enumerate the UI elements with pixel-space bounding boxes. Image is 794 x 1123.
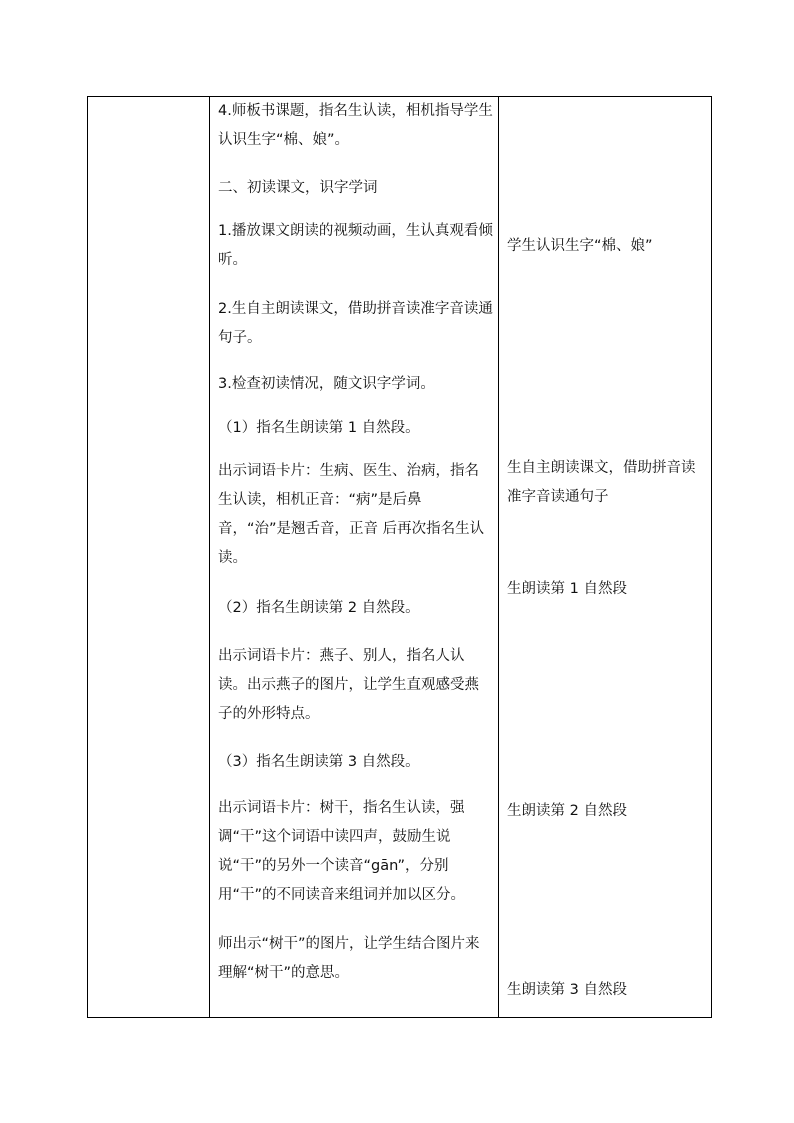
substep-1-paragraph-1: （1）指名生朗读第 1 自然段。 [218,420,420,436]
word-card-1: 出示词语卡片：生病、医生、治病，指名生认读，相机正音：“病”是后鼻音，“治”是翘舌音，正音 后再次指名生认读。 [218,463,485,566]
lesson-table [87,96,712,1018]
step-4-board-title: 4.师板书课题，指名生认读，相机指导学生认识生字“棉、娘”。 [218,103,493,148]
substep-2-paragraph-2: （2）指名生朗读第 2 自然段。 [218,600,420,616]
word-card-3: 出示词语卡片：树干，指名生认读，强调“干”这个词语中读四声，鼓励生说说“干”的另外一个读音“gān”，分别用“干”的不同读音来组词并加以区分。 [218,800,466,903]
student-activity-cell [507,97,707,1017]
student-note-2: 生自主朗读课文，借助拼音读准字音读通句子 [507,460,696,505]
section-2-heading: 二、初读课文，识字学词 [218,180,378,196]
student-note-3: 生朗读第 1 自然段 [507,581,627,597]
substep-3-paragraph-3: （3）指名生朗读第 3 自然段。 [218,754,420,770]
student-note-1: 学生认识生字“棉、娘” [507,238,653,254]
tree-trunk-picture-step: 师出示“树干”的图片，让学生结合图片来理解“树干”的意思。 [218,936,480,981]
student-note-5: 生朗读第 3 自然段 [507,982,627,998]
column-divider-2 [498,97,499,1017]
step-2-self-read: 2.生自主朗读课文，借助拼音读准字音读通句子。 [218,301,493,346]
step-1-play-video: 1.播放课文朗读的视频动画，生认真观看倾听。 [218,223,493,268]
step-3-check-reading: 3.检查初读情况，随文识字学词。 [218,376,435,392]
word-card-2: 出示词语卡片：燕子、别人，指名人认读。出示燕子的图片，让学生直观感受燕子的外形特点。 [218,648,479,722]
student-note-4: 生朗读第 2 自然段 [507,803,627,819]
column-divider-1 [209,97,210,1017]
